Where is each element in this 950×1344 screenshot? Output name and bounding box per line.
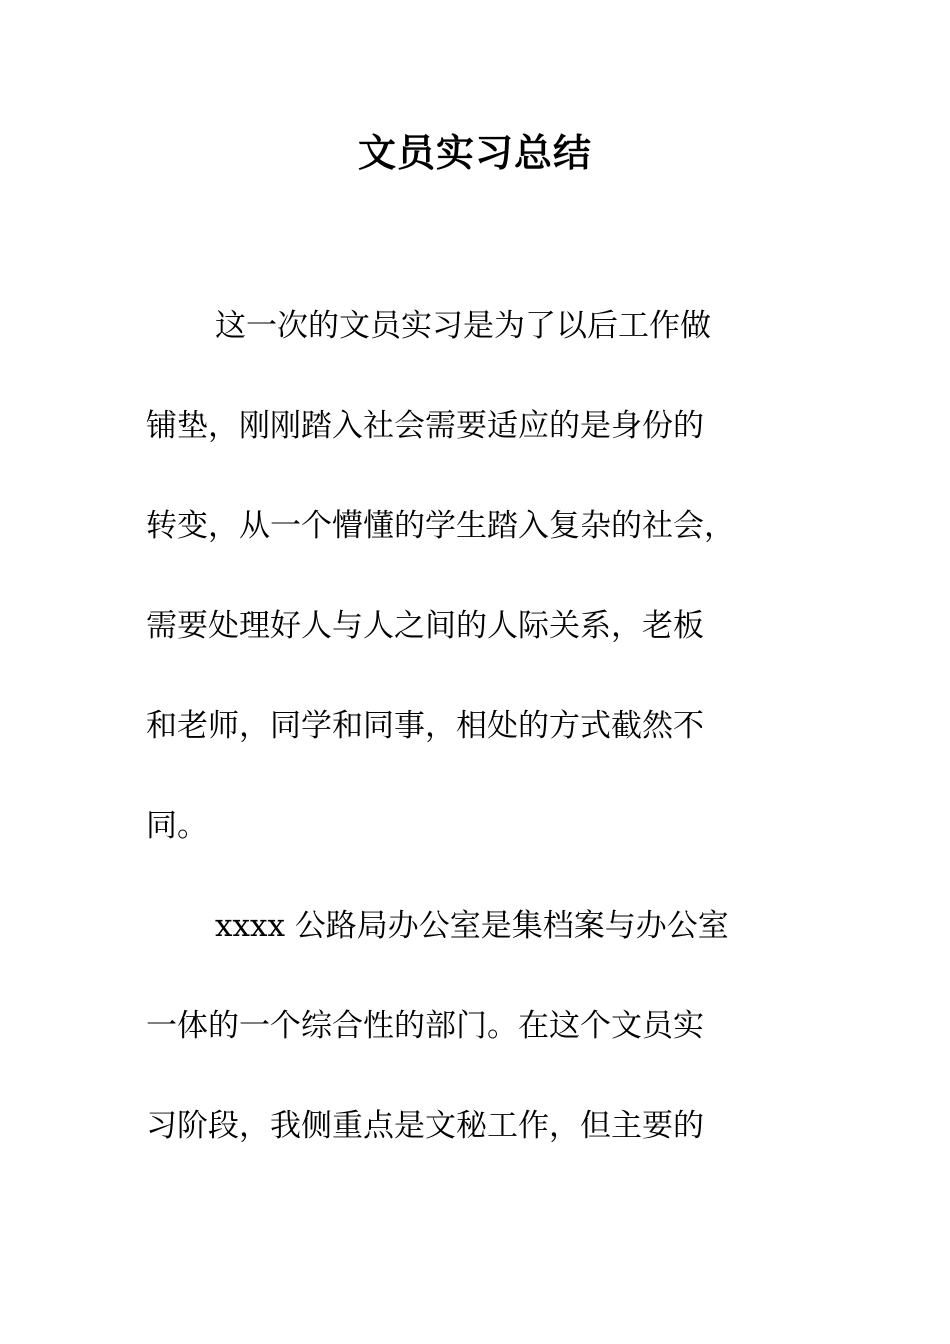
paragraph-line: 同。 — [146, 808, 208, 844]
paragraph-line: 需要处理好人与人之间的人际关系，老板 — [146, 608, 704, 644]
paragraph-line: 一体的一个综合性的部门。在这个文员实 — [146, 1008, 704, 1044]
paragraph-line: 转变，从一个懵懂的学生踏入复杂的社会， — [146, 508, 735, 544]
paragraph-line: 和老师，同学和同事，相处的方式截然不 — [146, 708, 704, 744]
paragraph-line: xxxx 公路局办公室是集档案与办公室 — [215, 908, 729, 944]
paragraph-line: 铺垫，刚刚踏入社会需要适应的是身份的 — [146, 408, 704, 444]
paragraph-line: 习阶段，我侧重点是文秘工作，但主要的 — [146, 1108, 704, 1144]
paragraph-line: 这一次的文员实习是为了以后工作做 — [215, 308, 711, 344]
document-title: 文员实习总结 — [357, 130, 592, 175]
